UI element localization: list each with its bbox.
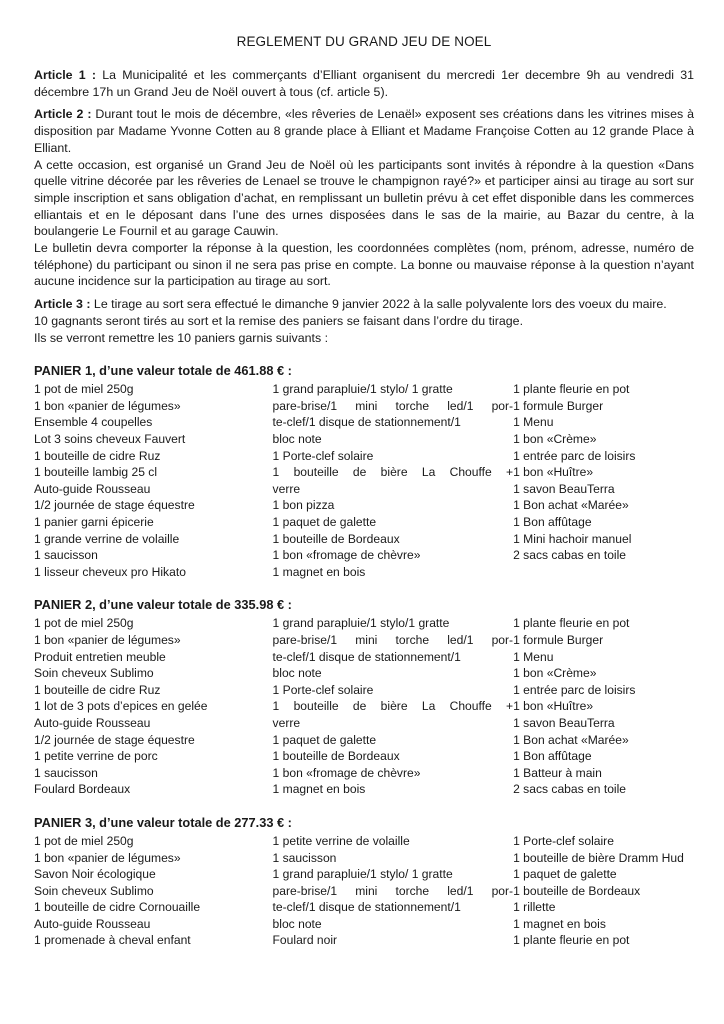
panier-item: 1 lisseur cheveux pro Hikato (34, 564, 186, 579)
panier-item: 1 saucisson (34, 548, 98, 563)
article-2-text-1: Durant tout le mois de décembre, «les rêveries de Lenaël» exposent ses créations dans les vitrines mises à disposition par Madame Yvonne Cotten au 8 grande place à Elliant et Madame Françoise Cotten au 12 grande Place à Elliant. (34, 107, 694, 155)
panier-item: 1 bon «panier de légumes» (34, 850, 181, 865)
panier-item: bloc note (272, 666, 322, 681)
panier-item: 1 bouteille de cidre Ruz (34, 448, 161, 463)
panier-item: 1 pot de miel 250g (34, 833, 134, 848)
panier-item: 1 paquet de galette (272, 515, 377, 529)
panier-item: 1 panier garni épicerie (34, 515, 154, 529)
panier-column (273, 381, 514, 580)
panier-item: bloc note (272, 916, 322, 931)
panier-item: 1 bon pizza (272, 498, 335, 513)
panier-item: 1 Menu (513, 649, 554, 664)
paniers-list (34, 362, 694, 949)
panier-item: 1 bouteille de bière Dramm Hud (513, 850, 684, 865)
panier-items (34, 381, 694, 580)
panier-item: Ensemble 4 coupelles (34, 415, 153, 430)
panier-item: 1 formule Burger (513, 632, 604, 647)
panier-item: 1 plante fleurie en pot (513, 382, 630, 397)
panier-item: 1 promenade à cheval enfant (34, 933, 191, 948)
panier-item: 1 savon BeauTerra (513, 715, 615, 730)
panier-item: 1 grand parapluie/1 stylo/1 gratte (272, 616, 450, 631)
panier-item: 1 bouteille de Bordeaux (513, 883, 641, 898)
panier-item: 1 formule Burger (513, 398, 604, 413)
panier-item: 1/2 journée de stage équestre (34, 732, 195, 747)
panier-item: 2 sacs cabas en toile (513, 782, 627, 797)
panier-item: 1 magnet en bois (513, 916, 606, 931)
panier-item: 1 bouteille de bière La Chouffe + (272, 699, 514, 714)
panier-item: bloc note (272, 432, 322, 447)
article-2-paragraph-3: Le bulletin devra comporter la réponse à la question, les coordonnées complètes (nom, prénom, adresse, numéro de téléphone) du participant ou sinon il ne sera pas prise en compte. La bonne ou mauvaise réponse à la question n’ayant aucune incidence sur la participation au tirage au sort. (34, 241, 694, 289)
panier-item: Auto-guide Rousseau (34, 481, 151, 496)
panier-item: 1 petite verrine de porc (34, 749, 158, 764)
panier-items (34, 615, 694, 798)
panier-item: Savon Noir écologique (34, 867, 156, 882)
panier-item: 1 grande verrine de volaille (34, 531, 180, 546)
panier-item: Soin cheveux Sublimo (34, 883, 154, 898)
panier-item: 1 savon BeauTerra (513, 481, 615, 496)
panier-column (273, 615, 514, 798)
panier-item: 1 plante fleurie en pot (513, 616, 630, 631)
panier-item: 1 plante fleurie en pot (513, 933, 630, 948)
panier-item: te-clef/1 disque de stationnement/1 (272, 415, 461, 430)
panier-item: 1 rillette (513, 900, 556, 915)
panier-item: 1 pot de miel 250g (34, 616, 134, 631)
panier-1 (34, 362, 694, 580)
panier-item: verre (272, 715, 301, 730)
panier-item: 2 sacs cabas en toile (513, 548, 627, 563)
article-3 (34, 296, 694, 313)
panier-3 (34, 814, 694, 949)
panier-item: 1 pot de miel 250g (34, 382, 134, 397)
panier-item: 1 grand parapluie/1 stylo/ 1 gratte (272, 867, 453, 882)
panier-item: 1 Porte-clef solaire (513, 833, 614, 848)
panier-item: Lot 3 soins cheveux Fauvert (34, 432, 186, 447)
panier-item: Auto-guide Rousseau (34, 916, 151, 931)
panier-item: 1 bon «fromage de chèvre» (272, 765, 421, 780)
panier-item: 1 magnet en bois (272, 564, 366, 579)
panier-item: 1 Batteur à main (513, 765, 602, 780)
panier-item: 1/2 journée de stage équestre (34, 498, 195, 513)
panier-item: verre (272, 481, 301, 496)
panier-item: 1 bon «Huître» (513, 465, 594, 480)
panier-item: 1 petite verrine de volaille (272, 833, 410, 848)
article-1-label: Article 1 : (34, 68, 96, 82)
panier-item: 1 bon «Crème» (513, 432, 597, 447)
panier-item: 1 lot de 3 pots d’epices en gelée (34, 699, 208, 714)
panier-item: 1 bon «panier de légumes» (34, 632, 181, 647)
panier-item: 1 bouteille de bière La Chouffe + (272, 465, 514, 480)
panier-title: PANIER 1, d’une valeur totale de 461.88 € : (34, 363, 292, 379)
panier-item: 1 entrée parc de loisirs (513, 682, 636, 697)
panier-item: 1 entrée parc de loisirs (513, 448, 636, 463)
article-3-paragraph-3: Ils se verront remettre les 10 paniers garnis suivants : (34, 330, 329, 345)
panier-item: 1 magnet en bois (272, 782, 366, 797)
panier-item: 1 saucisson (34, 765, 98, 780)
panier-item: 1 bouteille de Bordeaux (272, 531, 400, 546)
panier-item: Foulard Bordeaux (34, 782, 131, 797)
panier-column (513, 615, 694, 798)
panier-item: 1 bouteille de cidre Cornouaille (34, 900, 201, 915)
panier-item: Produit entretien meuble (34, 649, 166, 664)
panier-item: 1 Porte-clef solaire (272, 682, 374, 697)
panier-item: 1 paquet de galette (272, 732, 377, 747)
panier-item: te-clef/1 disque de stationnement/1 (272, 900, 461, 915)
panier-column (513, 381, 694, 580)
article-1 (34, 67, 694, 100)
panier-item: te-clef/1 disque de stationnement/1 (272, 649, 461, 664)
article-3-paragraph-2: 10 gagnants seront tirés au sort et la remise des paniers se faisant dans l’ordre du tirage. (34, 313, 524, 328)
panier-item: 1 Menu (513, 415, 554, 430)
panier-column (34, 833, 273, 949)
panier-item: 1 Mini hachoir manuel (513, 531, 632, 546)
article-3-label: Article 3 : (34, 297, 91, 312)
panier-item: 1 saucisson (272, 850, 337, 865)
article-2 (34, 106, 694, 156)
panier-column (34, 381, 273, 580)
article-2-label: Article 2 : (34, 107, 92, 122)
panier-item: 1 Porte-clef solaire (272, 448, 374, 463)
panier-item: 1 Bon achat «Marée» (513, 498, 629, 513)
panier-item: Auto-guide Rousseau (34, 715, 151, 730)
panier-title: PANIER 2, d’une valeur totale de 335.98 € : (34, 597, 292, 613)
panier-item: Soin cheveux Sublimo (34, 666, 154, 681)
panier-column (513, 833, 694, 949)
panier-column (34, 615, 273, 798)
panier-item: 1 Bon affûtage (513, 515, 592, 529)
panier-items (34, 833, 694, 949)
panier-item: pare-brise/1 mini torche led/1 por- (272, 632, 514, 647)
panier-item: 1 Bon achat «Marée» (513, 732, 629, 747)
article-2-paragraph-2: A cette occasion, est organisé un Grand Jeu de Noël où les participants sont invités à répondre à la question «Dans quelle vitrine décorée par les rêveries de Lenael se trouve le champignon rayé?» et participer ainsi au tirage au sort sur simple inscription et sans obligation d’achat, en remplissant un bulletin prévu à cet effet disponible dans les commerces elliantais et en le déposant dans l’une des urnes disposées dans le sas de la mairie, au Bazar du centre, à la boulangerie Le Fournil et au garage Cauwin. (34, 157, 694, 239)
panier-item: 1 bon «panier de légumes» (34, 398, 181, 413)
panier-item: 1 bon «Huître» (513, 699, 594, 714)
panier-item: Foulard noir (272, 933, 338, 948)
panier-title: PANIER 3, d’une valeur totale de 277.33 € : (34, 814, 292, 830)
panier-item: 1 bouteille de Bordeaux (272, 749, 400, 764)
panier-item: 1 bouteille de cidre Ruz (34, 682, 161, 697)
article-3-text-1: Le tirage au sort sera effectué le dimanche 9 janvier 2022 à la salle polyvalente lors des voeux du maire. (93, 297, 667, 312)
panier-item: 1 grand parapluie/1 stylo/ 1 gratte (272, 382, 453, 397)
panier-2 (34, 596, 694, 798)
panier-column (273, 833, 514, 949)
panier-item: 1 Bon affûtage (513, 749, 592, 764)
document-title: REGLEMENT DU GRAND JEU DE NOEL (236, 34, 492, 49)
panier-item: pare-brise/1 mini torche led/1 por- (272, 883, 514, 898)
panier-item: pare-brise/1 mini torche led/1 por- (272, 398, 514, 413)
panier-item: 1 bouteille lambig 25 cl (34, 465, 158, 480)
panier-item: 1 paquet de galette (513, 867, 617, 882)
panier-item: 1 bon «fromage de chèvre» (272, 548, 421, 563)
document-page (34, 34, 694, 949)
article-1-text: La Municipalité et les commerçants d’Elliant organisent du mercredi 1er decembre 9h au vendredi 31 décembre 17h un Grand Jeu de Noël ouvert à tous (cf. article 5). (34, 68, 694, 99)
panier-item: 1 bon «Crème» (513, 666, 597, 681)
